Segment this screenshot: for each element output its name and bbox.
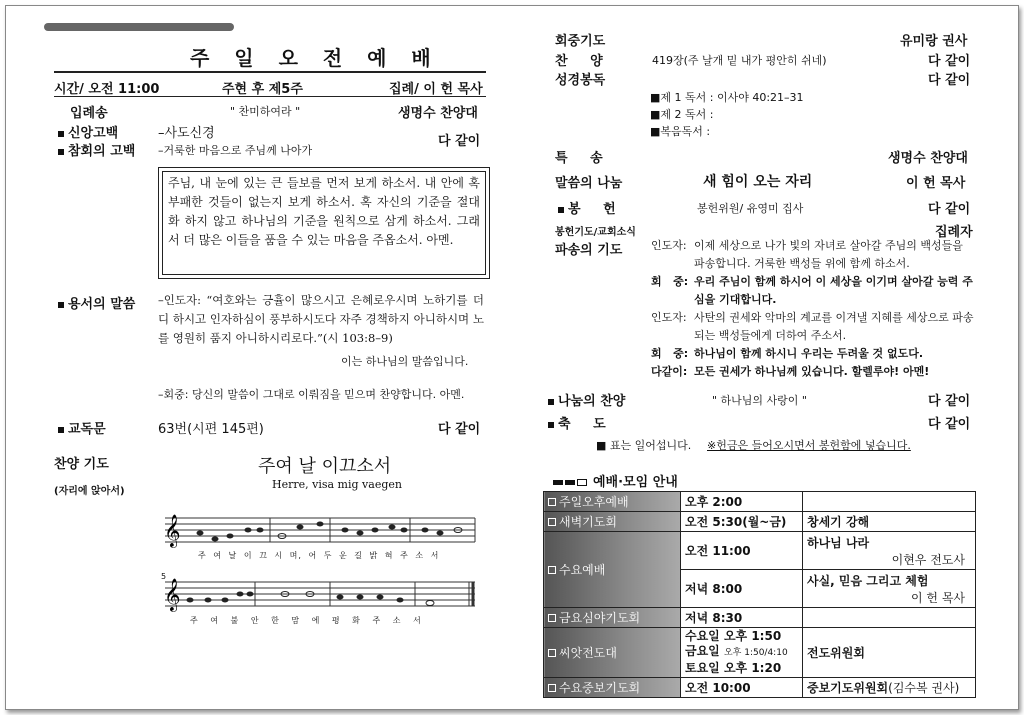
table-row: 수요중보기도회 오전 10:00 중보기도위원회(김수복 권사) xyxy=(544,678,976,698)
intercession-label: 회중기도 xyxy=(555,34,606,49)
song-title: 주여 날 이끄소서 xyxy=(258,456,392,477)
entrance-song: " 찬미하여라 " xyxy=(230,105,301,118)
table-row: 수요예배 오전 11:00 하나님 나라 이현우 전도사 xyxy=(544,532,976,570)
sermon-label: 말씀의 나눔 xyxy=(555,176,623,191)
benediction-label: 축 도 xyxy=(548,413,606,432)
sending-line: 다같이: 모든 권세가 하나님께 있습니다. 할렐루야! 아멘! xyxy=(651,365,930,378)
stand-marker xyxy=(58,131,64,137)
entrance-label: 입례송 xyxy=(70,106,108,121)
scripture-label: 성경봉독 xyxy=(555,73,606,88)
schedule-table xyxy=(543,491,976,698)
repentance-text: –거룩한 마음으로 주님께 나아가 xyxy=(158,144,313,157)
treble-clef: 𝄞 xyxy=(164,514,181,547)
sending-line: 인도자: 사탄의 권세와 악마의 계교를 이겨낼 지혜를 세상으로 파송되는 백성들에게 더하여 주소서. xyxy=(651,311,974,342)
scripture-who: 다 같이 xyxy=(928,73,971,88)
responsive-label: 교독문 xyxy=(58,418,106,437)
table-row: 저녁 8:00 사실, 믿음 그리고 체험 이 헌 목사 xyxy=(544,570,976,608)
absolution-label: 용서의 말씀 xyxy=(58,293,135,312)
song-line1-lyrics: 주 여 날 이 끄 시 며, 어 두 운 길 밝 혀 주 소 서 xyxy=(198,551,440,560)
repentance-label: 참회의 고백 xyxy=(58,140,135,159)
notice-label: 봉헌기도/교회소식 xyxy=(555,227,636,238)
sending-line: 인도자: 이제 세상으로 나가 빛의 자녀로 살아갈 주님의 백성들을 파송합니다. 거룩한 백성들 위에 함께 하소서. xyxy=(651,239,963,270)
schedule-heading: 예배·모임 안내 xyxy=(553,471,678,490)
table-row: 주일오후예배 오후 2:00 xyxy=(544,492,976,512)
schedule-category: 금요심야기도회 xyxy=(544,608,681,628)
schedule-category: 주일오후예배 xyxy=(544,492,681,512)
closing-song-label: 나눔의 찬양 xyxy=(548,390,625,409)
footnote-offering: ※헌금은 들어오시면서 봉헌함에 넣습니다. xyxy=(707,439,911,452)
liturgical-week: 주현 후 제5주 xyxy=(222,82,303,97)
absolution-closing: 이는 하나님의 말씀입니다. xyxy=(341,355,469,368)
svg-text:𝄞: 𝄞 xyxy=(164,578,181,611)
offering-who: 다 같이 xyxy=(928,202,971,217)
schedule-category: 수요예배 xyxy=(544,532,681,608)
hymn-label: 찬 양 xyxy=(555,54,603,69)
responsive-text: 63번(시편 145편) xyxy=(158,422,264,437)
schedule-category: 씨앗전도대 xyxy=(544,628,681,678)
stand-marker xyxy=(58,427,64,433)
table-row: 금요심야기도회 저녁 8:30 xyxy=(544,608,976,628)
stand-marker xyxy=(548,422,554,428)
schedule-category: 새벽기도회 xyxy=(544,512,681,532)
song-subtitle: Herre, visa mig vaegen xyxy=(272,478,402,491)
table-row: 씨앗전도대 수요일 오후 1:50 금요일 오후 1:50/4:10 토요일 오후 1:20 전도위원회 xyxy=(544,628,976,678)
song-measure-number: 5 xyxy=(161,572,167,581)
special-who: 생명수 찬양대 xyxy=(888,151,968,166)
closing-song-title: " 하나님의 사랑이 " xyxy=(712,394,807,407)
reading-2: ■제 2 독서 : xyxy=(650,108,714,121)
hymn-who: 다 같이 xyxy=(928,54,971,69)
sheet-music xyxy=(160,510,480,630)
page-title: 주 일 오 전 예 배 xyxy=(190,46,440,70)
sermon-preacher: 이 헌 목사 xyxy=(906,176,966,191)
song-line2-lyrics: 주 여 불 안 한 맘 에 평 화 주 소 서 xyxy=(190,616,422,625)
offering-label: 봉 헌 xyxy=(558,198,616,217)
notice-who: 집례자 xyxy=(935,225,973,240)
offering-mid: 봉헌위원/ 유영미 집사 xyxy=(697,202,804,215)
table-row: 새벽기도회 오전 5:30(월~금) 창세기 강해 xyxy=(544,512,976,532)
sending-prayer xyxy=(651,237,976,381)
hymn-number: 419장(주 날개 밑 내가 평안히 쉬네) xyxy=(652,54,827,67)
service-time: 시간/ 오전 11:00 xyxy=(54,82,160,97)
responsive-who: 다 같이 xyxy=(438,422,481,437)
reading-1: ■제 1 독서 : 이사야 40:21–31 xyxy=(650,91,804,104)
sending-label: 파송의 기도 xyxy=(555,243,623,258)
decorative-bar xyxy=(44,23,234,31)
absolution-response: –회중: 당신의 말씀이 그대로 이뤄짐을 믿으며 찬양합니다. 아멘. xyxy=(158,388,465,401)
creed-label: 신앙고백 xyxy=(58,122,118,141)
sending-line: 회 중: 우리 주님이 함께 하시어 이 세상을 이기며 살아갈 능력 주심을 기대합니다. xyxy=(651,275,973,306)
divider xyxy=(54,71,486,73)
schedule-category: 수요중보기도회 xyxy=(544,678,681,698)
divider xyxy=(54,96,486,97)
closing-song-who: 다 같이 xyxy=(928,394,971,409)
stand-marker xyxy=(548,399,554,405)
stand-marker xyxy=(58,302,64,308)
special-label: 특 송 xyxy=(555,151,603,166)
presider: 집례/ 이 헌 목사 xyxy=(389,82,483,97)
repentance-prayer-box xyxy=(158,167,490,279)
repentance-prayer-text: 주님, 내 눈에 있는 큰 들보를 먼저 보게 하소서. 내 안에 혹 부패한 것들이 없는지 보게 하소서. 혹 자신의 기준을 절대화 하지 않고 하나님의 기준을 원칙으로 삼게 하소서. 그래서 더 많은 이들을 품을 수 있는 마음을 주옵소서. 아멘. xyxy=(162,171,486,275)
praise-prayer-label: 찬양 기도 xyxy=(54,457,109,472)
absolution-text: –인도자: “여호와는 긍휼이 많으시고 은혜로우시며 노하기를 더디 하시고 인자하심이 풍부하시도다 자주 경책하지 아니하시며 노를 영원히 품지 아니하시리로다.”(시 103:8–9) xyxy=(158,293,484,345)
repentance-who: 다 같이 xyxy=(438,134,481,149)
praise-prayer-sub: (자리에 앉아서) xyxy=(54,486,125,497)
stand-marker xyxy=(58,149,64,155)
sending-line: 회 중: 하나님이 함께 하시니 우리는 두려울 것 없도다. xyxy=(651,347,924,360)
benediction-who: 다 같이 xyxy=(928,417,971,432)
intercession-who: 유미랑 권사 xyxy=(900,34,968,49)
creed-text: –사도신경 xyxy=(158,126,215,141)
entrance-performer: 생명수 찬양대 xyxy=(398,106,478,121)
footnote-stand: ■ 표는 일어섭니다. xyxy=(596,439,692,452)
reading-gospel: ■복음독서 : xyxy=(650,125,711,138)
stand-marker xyxy=(558,207,564,213)
sermon-title: 새 힘이 오는 자리 xyxy=(703,174,813,190)
